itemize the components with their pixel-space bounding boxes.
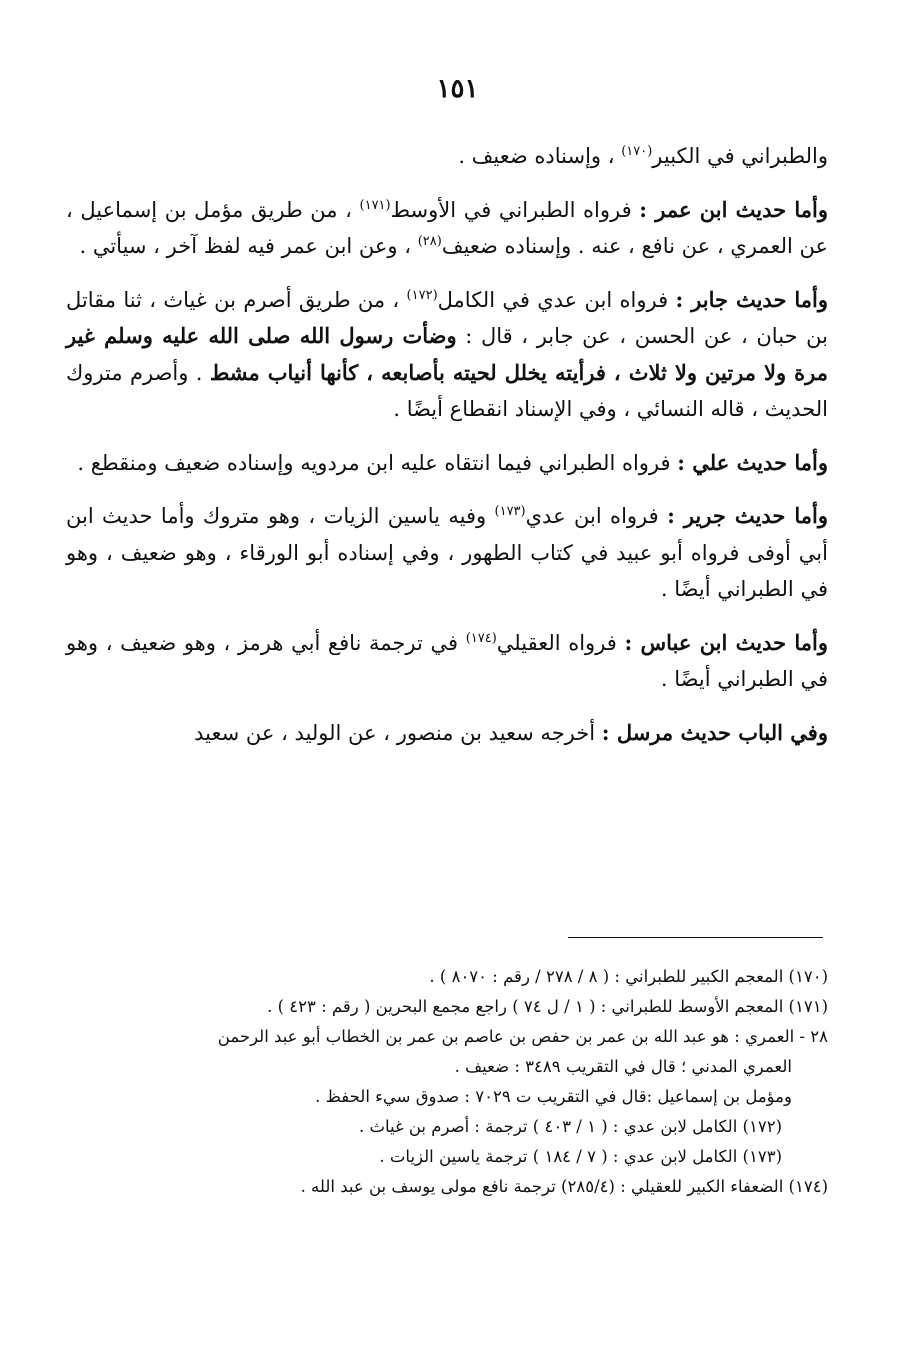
footnote-ref[interactable]: (١٧٢) xyxy=(406,287,438,303)
text-span: فرواه الطبراني فيما انتقاه عليه ابن مردويه وإسناده ضعيف ومنقطع . xyxy=(77,450,678,475)
paragraph-lead: وأما حديث جابر : xyxy=(675,286,829,312)
footnote-28-muammal: ومؤمل بن إسماعيل :قال في التقريب ت ٧٠٢٩ : صدوق سيء الحفظ . xyxy=(315,1087,792,1106)
text-span: وفيه ياسين الزيات ، وهو متروك وأما حديث ابن أبي أوفى فرواه أبو عبيد في كتاب الطهور ، وفي إسناده أبو الورقاء ، وهو ضعيف ، وهو في الطبراني أيضًا . xyxy=(66,504,828,601)
text-span: فرواه الطبراني في الأوسط xyxy=(390,197,640,222)
paragraph-lead: وفي الباب حديث مرسل : xyxy=(601,719,828,745)
footnote-28-continued: العمري المدني ؛ قال في التقريب ٣٤٨٩ : ضعيف . xyxy=(454,1057,792,1076)
paragraph-lead: وأما حديث علي : xyxy=(677,449,828,475)
footnote-174: (١٧٤) الضعفاء الكبير للعقيلي : (٢٨٥/٤) ترجمة نافع مولى يوسف بن عبد الله . xyxy=(300,1177,828,1196)
footnote-171: (١٧١) المعجم الأوسط للطبراني : ( ١ / ل ٧٤ ) راجع مجمع البحرين ( رقم : ٤٢٣ ) . xyxy=(267,997,828,1016)
text-span: ، من طريق مؤمل بن إسماعيل ، عن العمري ، عن نافع ، عنه . وإسناده ضعيف xyxy=(66,197,828,258)
paragraph-jabir xyxy=(66,282,828,428)
text-span: فرواه العقيلي xyxy=(496,630,625,655)
footnote-28: ٢٨ - العمري : هو عبد الله بن عمر بن حفص بن عاصم بن عمر بن الخطاب أبو عبد الرحمن xyxy=(217,1027,828,1046)
footnote-173: (١٧٣) الكامل لابن عدي : ( ٧ / ١٨٤ ) ترجمة ياسين الزيات . xyxy=(379,1147,782,1166)
paragraph-ibn-abbas xyxy=(66,625,828,698)
hadith-quote: وضأت رسول الله صلى الله عليه وسلم غير مرة ولا مرتين ولا ثلاث ، فرأيته يخلل لحيته بأصابعه ، كأنها أنياب مشط xyxy=(66,323,828,385)
paragraph-lead: وأما حديث جرير : xyxy=(667,503,828,528)
footnote-divider xyxy=(568,937,823,938)
footnotes xyxy=(60,962,828,1202)
text-span: فرواه ابن عدي xyxy=(525,504,668,528)
text-span: ، وعن ابن عمر فيه لفظ آخر ، سيأتي . xyxy=(79,234,418,258)
text-span: أخرجه سعيد بن منصور ، عن الوليد ، عن سعيد xyxy=(194,720,602,745)
footnote-ref[interactable]: (١٧٤) xyxy=(465,630,497,646)
text-span: فرواه ابن عدي في الكامل xyxy=(437,287,676,312)
footnote-ref[interactable]: (١٧٣) xyxy=(494,504,526,519)
footnote-ref[interactable]: (١٧٠) xyxy=(621,144,653,159)
footnote-172: (١٧٢) الكامل لابن عدي : ( ١ / ٤٠٣ ) ترجمة : أصرم بن غياث . xyxy=(358,1117,782,1136)
paragraph-jarir xyxy=(66,498,828,608)
footnote-ref[interactable]: (٢٨) xyxy=(417,234,442,249)
main-text xyxy=(66,138,828,768)
paragraph-1 xyxy=(66,138,828,175)
paragraph-lead: وأما حديث ابن عمر : xyxy=(639,196,828,222)
text-span: ، من طريق أصرم بن غياث ، ثنا مقاتل بن حبان ، عن الحسن ، عن جابر ، قال : xyxy=(66,287,828,348)
footnote-170: (١٧٠) المعجم الكبير للطبراني : ( ٨ / ٢٧٨ / رقم : ٨٠٧٠ ) . xyxy=(429,967,828,986)
text-span: ، وإسناده ضعيف . xyxy=(458,144,622,168)
paragraph-ibn-umar xyxy=(66,192,828,265)
footnote-ref[interactable]: (١٧١) xyxy=(359,197,391,213)
paragraph-mursal xyxy=(66,715,828,752)
text-span: . وأصرم متروك الحديث ، قاله النسائي ، وفي الإسناد انقطاع أيضًا . xyxy=(66,360,828,421)
page-number: ١٥١ xyxy=(436,74,479,104)
paragraph-lead: وأما حديث ابن عباس : xyxy=(624,629,829,655)
text-span: والطبراني في الكبير xyxy=(652,144,828,168)
paragraph-ali xyxy=(66,445,828,482)
text-span: في ترجمة نافع أبي هرمز ، وهو ضعيف ، وهو في الطبراني أيضًا . xyxy=(66,630,828,691)
